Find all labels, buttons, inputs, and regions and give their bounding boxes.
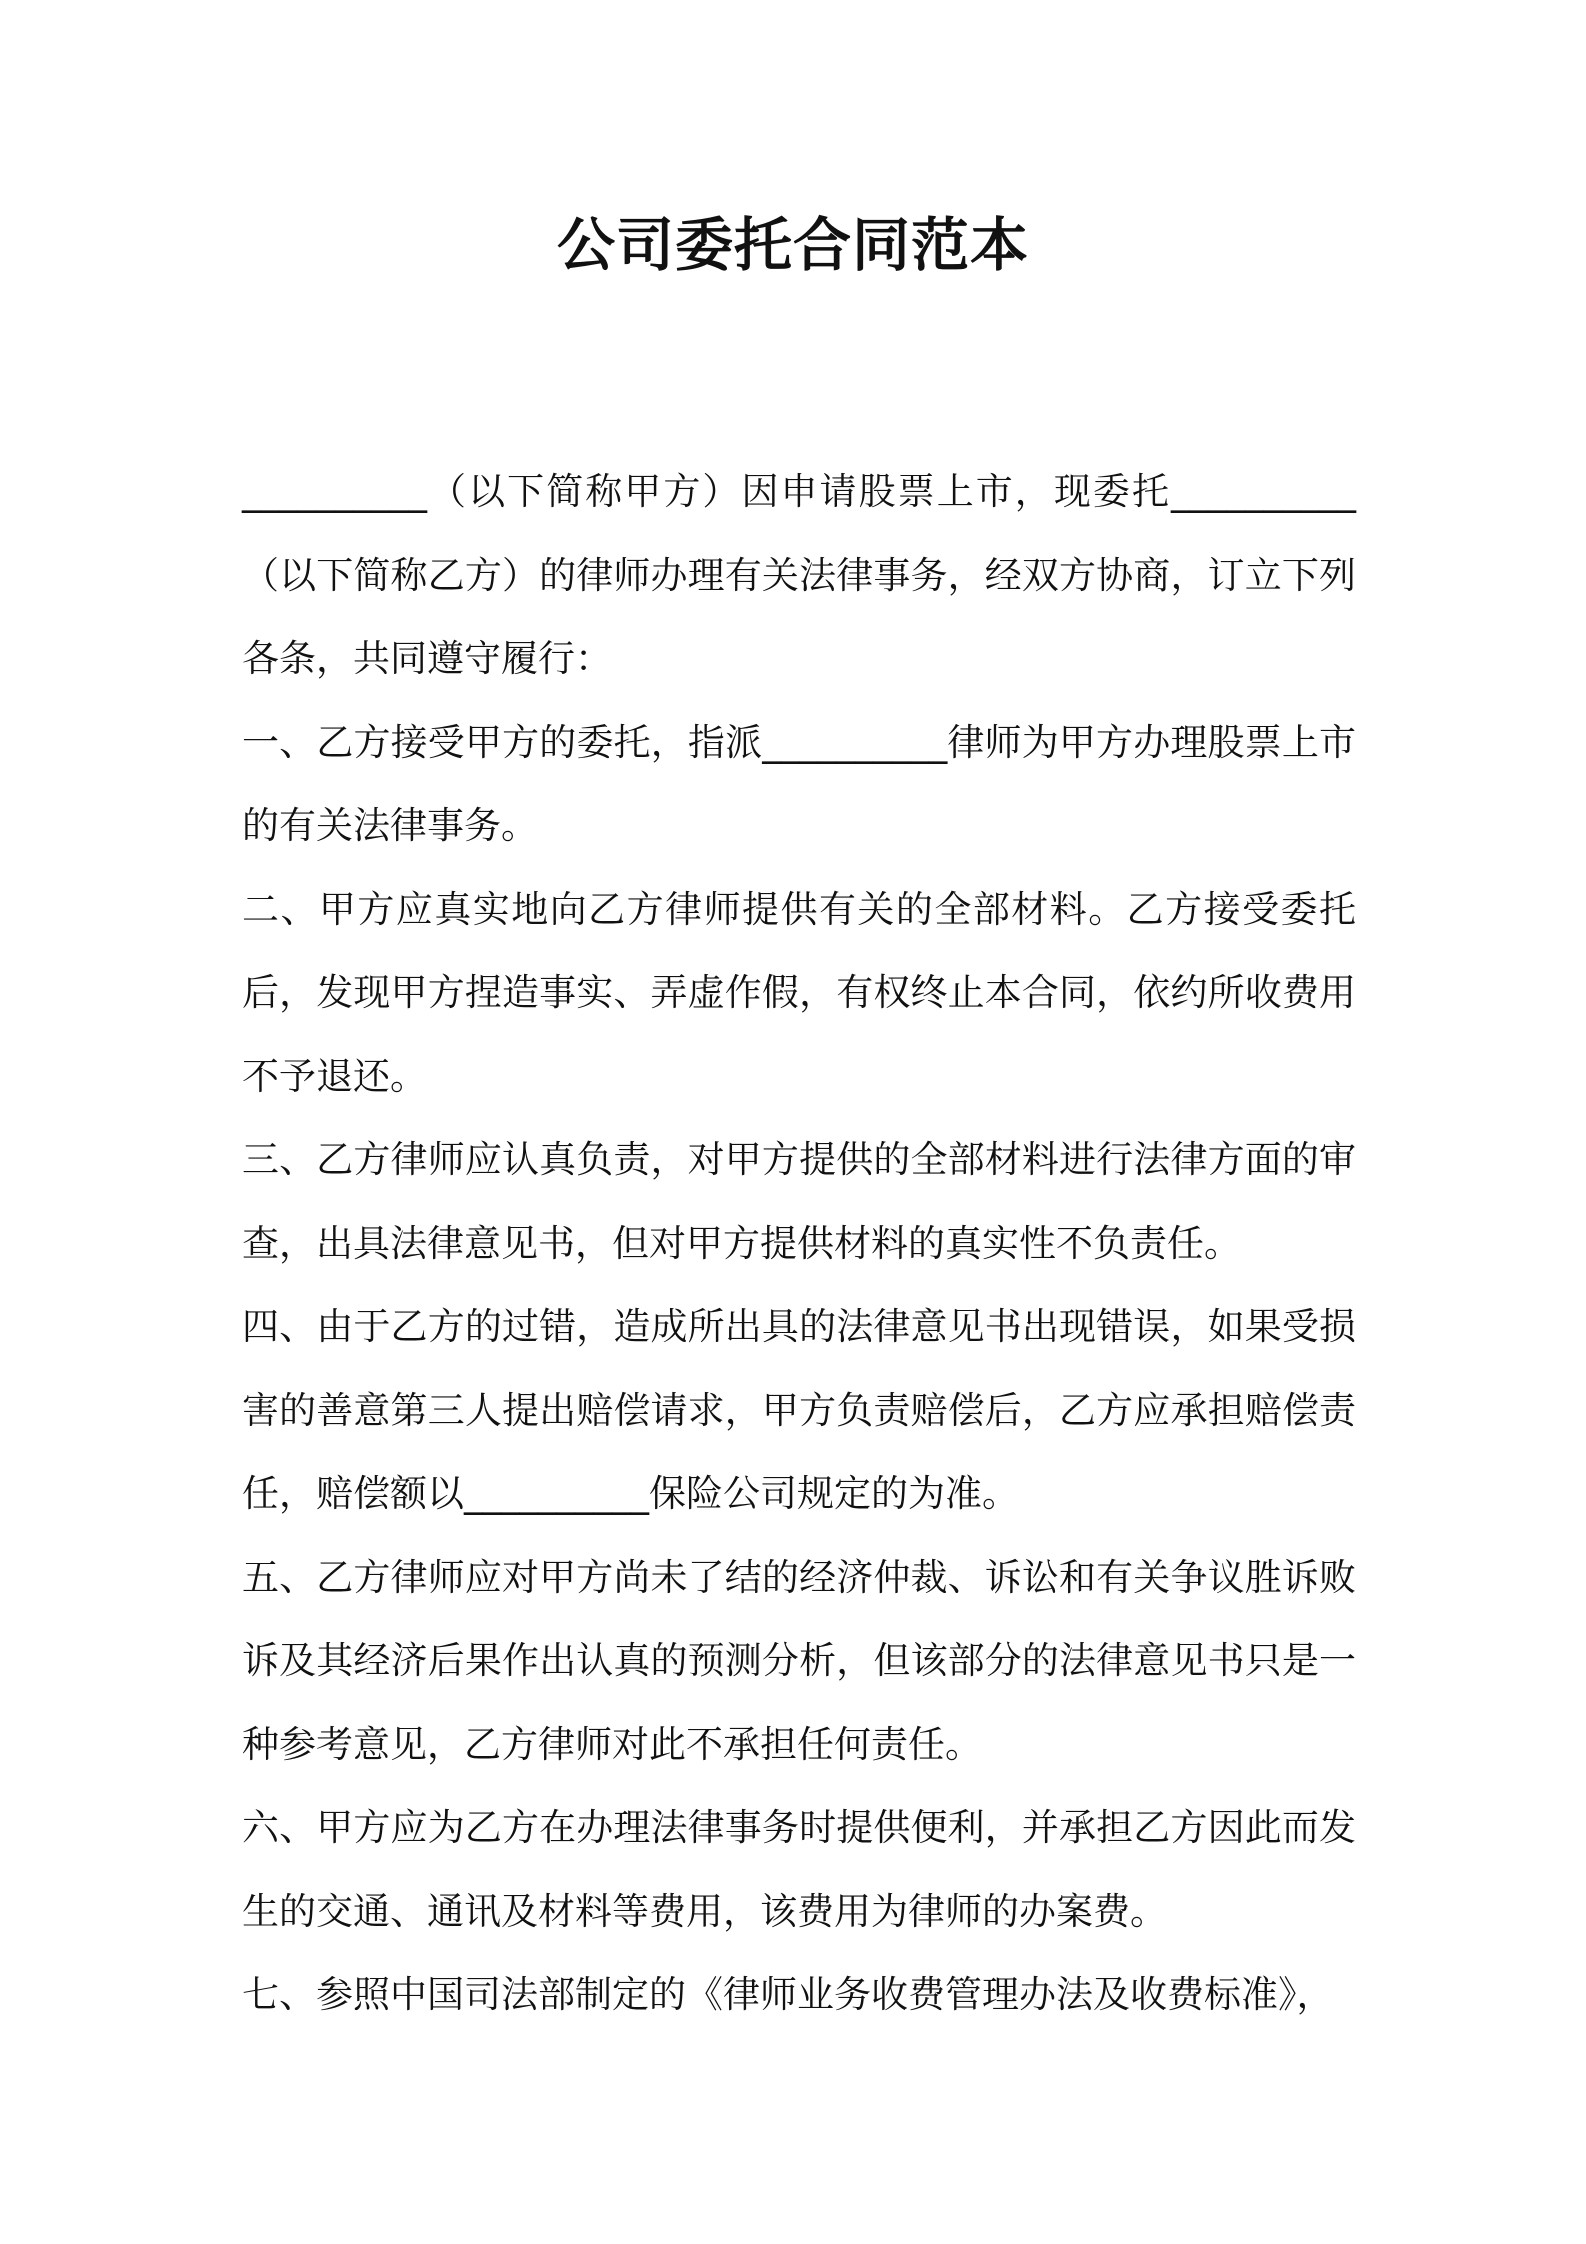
clause-6: 六、甲方应为乙方在办理法律事务时提供便利，并承担乙方因此而发生的交通、通讯及材料等费用，该费用为律师的办案费。 <box>242 1806 1356 1933</box>
clause-2: 二、甲方应真实地向乙方律师提供有关的全部材料。乙方接受委托后，发现甲方捏造事实、弄虚作假，有权终止本合同，依约所收费用不予退还。 <box>242 887 1356 1098</box>
document-title: 公司委托合同范本 <box>556 211 1029 279</box>
clause-4: 四、由于乙方的过错，造成所出具的法律意见书出现错误，如果受损害的善意第三人提出赔偿请求，甲方负责赔偿后，乙方应承担赔偿责任，赔偿额以__________保险公司规定的为准。 <box>242 1305 1356 1515</box>
clause-1: 一、乙方接受甲方的委托，指派__________律师为甲方办理股票上市的有关法律事务。 <box>242 720 1356 847</box>
document-body <box>242 450 1356 2037</box>
clause-5: 五、乙方律师应对甲方尚未了结的经济仲裁、诉讼和有关争议胜诉败诉及其经济后果作出认真的预测分析，但该部分的法律意见书只是一种参考意见，乙方律师对此不承担任何责任。 <box>242 1555 1356 1766</box>
preamble-paragraph: __________（以下简称甲方）因申请股票上市，现委托__________（以下简称乙方）的律师办理有关法律事务，经双方协商，订立下列各条，共同遵守履行： <box>242 470 1356 680</box>
clause-7: 七、参照中国司法部制定的《律师业务收费管理办法及收费标准》， <box>242 1973 1334 2016</box>
clause-3: 三、乙方律师应认真负责，对甲方提供的全部材料进行法律方面的审查，出具法律意见书，但对甲方提供材料的真实性不负责任。 <box>242 1138 1356 1265</box>
